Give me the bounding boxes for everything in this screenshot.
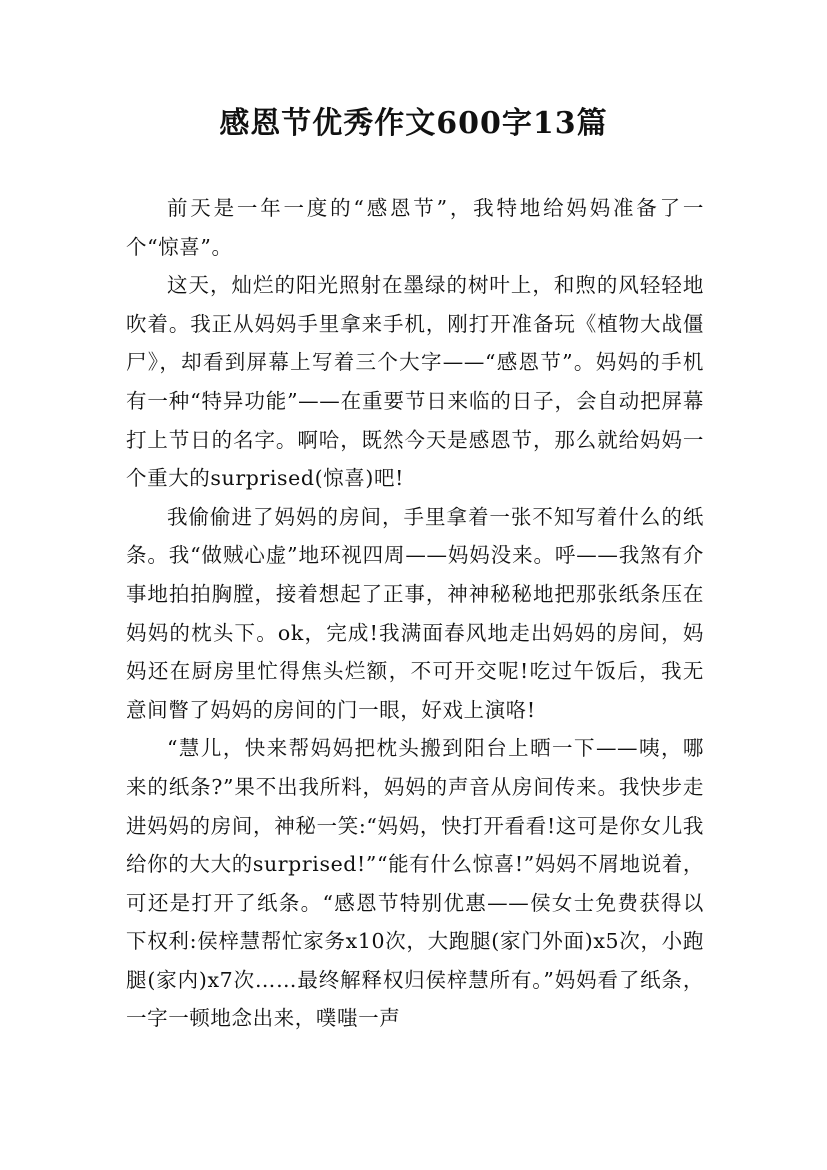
paragraph-4: “慧儿，快来帮妈妈把枕头搬到阳台上晒一下——咦，哪来的纸条?”果不出我所料，妈妈的声音从房间传来。我快步走进妈妈的房间，神秘一笑:“妈妈，快打开看看!这可是你女儿我给你的大大的surprised!”“能有什么惊喜!”妈妈不屑地说着，可还是打开了纸条。“感恩节特别优惠——侯女士免费获得以下权利:侯梓慧帮忙家务x10次，大跑腿(家门外面)x5次，小跑腿(家内)x7次……最终解释权归侯梓慧所有。”妈妈看了纸条，一字一顿地念出来，噗嗤一声 [126, 736, 704, 1031]
paragraph-2: 这天，灿烂的阳光照射在墨绿的树叶上，和煦的风轻轻地吹着。我正从妈妈手里拿来手机，刚打开准备玩《植物大战僵尸》，却看到屏幕上写着三个大字——“感恩节”。妈妈的手机有一种“特异功能”——在重要节日来临的日子，会自动把屏幕打上节日的名字。啊哈，既然今天是感恩节，那么就给妈妈一个重大的surprised(惊喜)吧! [126, 273, 704, 491]
document-body [126, 189, 704, 1038]
paragraph-1: 前天是一年一度的“感恩节”，我特地给妈妈准备了一个“惊喜”。 [126, 196, 704, 259]
document-title: 感恩节优秀作文600字13篇 [219, 106, 608, 141]
paragraph-3: 我偷偷进了妈妈的房间，手里拿着一张不知写着什么的纸条。我“做贼心虚”地环视四周——妈妈没来。呼——我煞有介事地拍拍胸膛，接着想起了正事，神神秘秘地把那张纸条压在妈妈的枕头下。ok，完成!我满面春风地走出妈妈的房间，妈妈还在厨房里忙得焦头烂额，不可开交呢!吃过午饭后，我无意间瞥了妈妈的房间的门一眼，好戏上演咯! [126, 504, 704, 722]
